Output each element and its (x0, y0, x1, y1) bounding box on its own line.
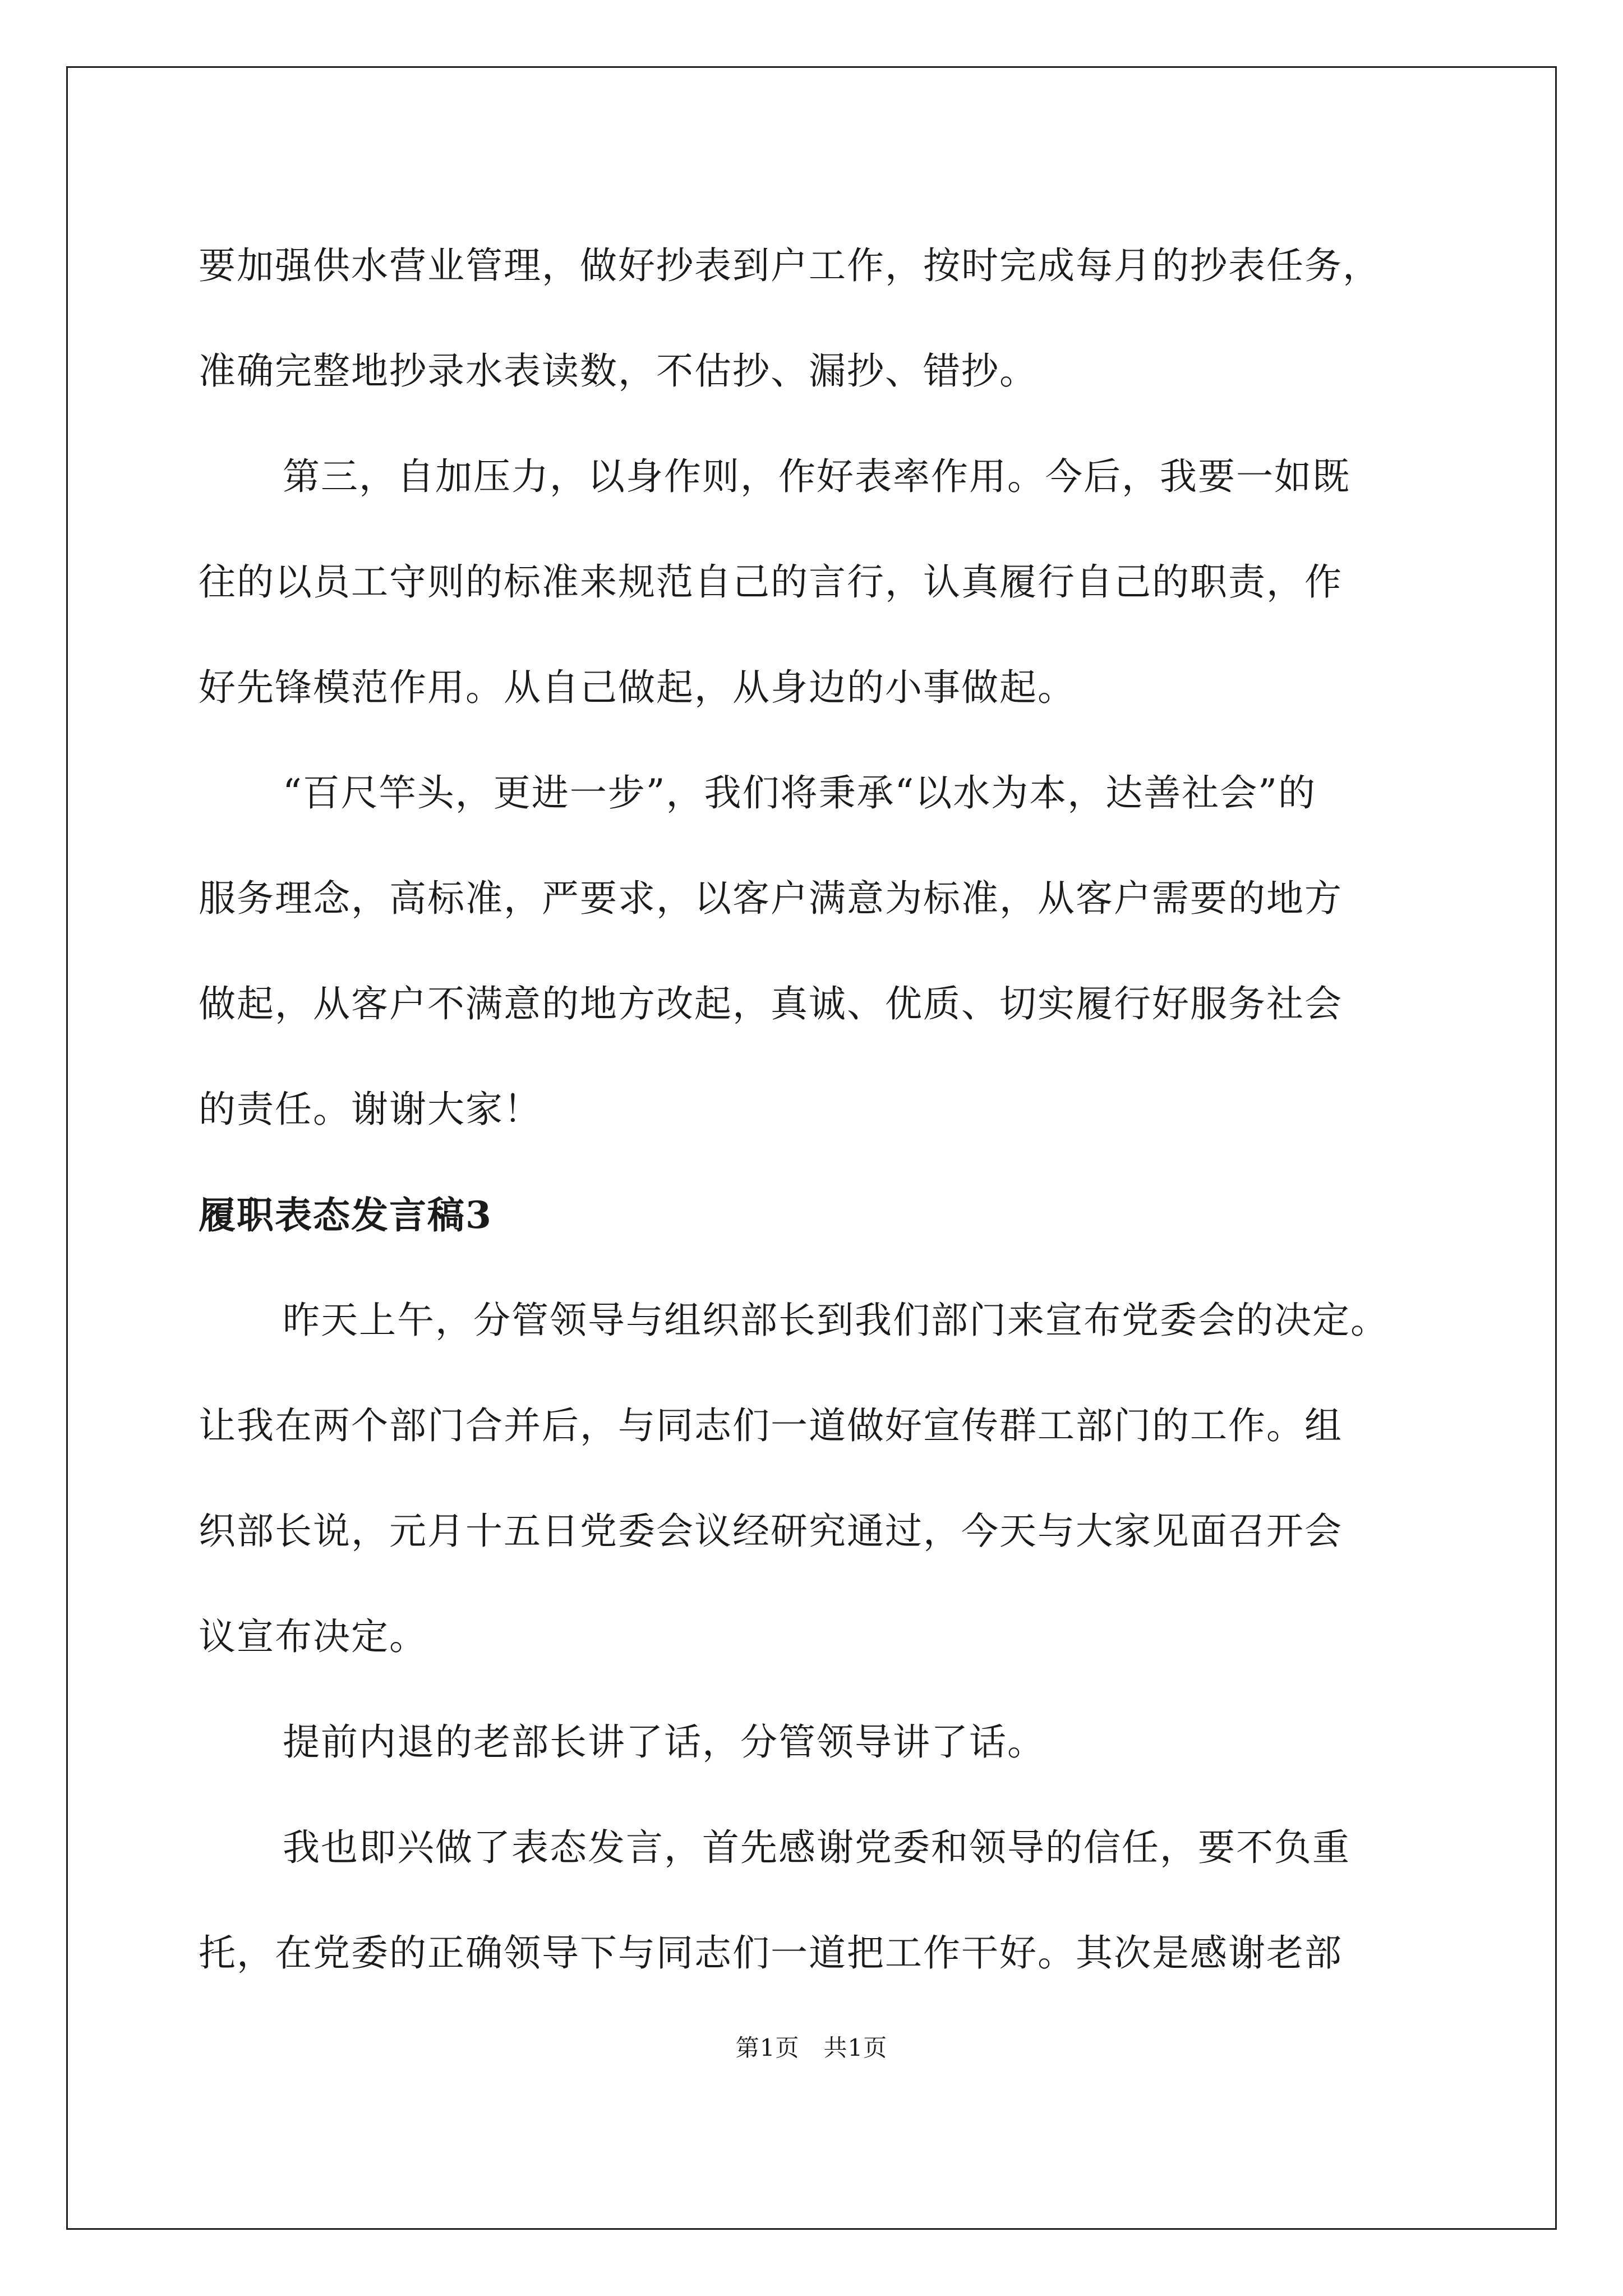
page-number-footer: 第1页 共1页 (735, 2034, 888, 2062)
text-line: 议宣布决定。 (199, 1615, 427, 1658)
paragraph (199, 213, 1432, 424)
paragraph (199, 1268, 1432, 1690)
paragraph (199, 1795, 1432, 2006)
text-line: 我也即兴做了表态发言，首先感谢党委和领导的信任，要不负重 (283, 1826, 1350, 1869)
text-line: 好先锋模范作用。从自己做起，从身边的小事做起。 (199, 666, 1076, 709)
text-line: 托，在党委的正确领导下与同志们一道把工作干好。其次是感谢老部 (199, 1931, 1343, 1975)
text-line: 服务理念，高标准，严要求，以客户满意为标准，从客户需要的地方 (199, 877, 1343, 920)
text-line: “百尺竿头，更进一步”，我们将秉承“以水为本，达善社会”的 (283, 771, 1316, 815)
text-line: 准确完整地抄录水表读数，不估抄、漏抄、错抄。 (199, 349, 1038, 393)
text-line: 要加强供水营业管理，做好抄表到户工作，按时完成每月的抄表任务， (199, 244, 1381, 287)
text-line: 第三，自加压力，以身作则，作好表率作用。今后，我要一如既 (283, 455, 1350, 498)
text-line: 昨天上午，分管领导与组织部长到我们部门来宣布党委会的决定。 (283, 1299, 1389, 1342)
paragraph (199, 1690, 1432, 1795)
paragraph (199, 740, 1432, 1162)
text-line: 的责任。谢谢大家！ (199, 1088, 542, 1131)
paragraph (199, 424, 1432, 740)
text-line: 让我在两个部门合并后，与同志们一道做好宣传群工部门的工作。组 (199, 1404, 1343, 1447)
text-line: 织部长说，元月十五日党委会议经研究通过，今天与大家见面召开会 (199, 1510, 1343, 1553)
text-line: 做起，从客户不满意的地方改起，真诚、优质、切实履行好服务社会 (199, 982, 1343, 1025)
text-line: 提前内退的老部长讲了话，分管领导讲了话。 (283, 1720, 1045, 1764)
text-line: 往的以员工守则的标准来规范自己的言行，认真履行自己的职责，作 (199, 560, 1343, 604)
section-heading: 履职表态发言稿3 (199, 1193, 492, 1237)
document-body (199, 213, 1432, 2006)
